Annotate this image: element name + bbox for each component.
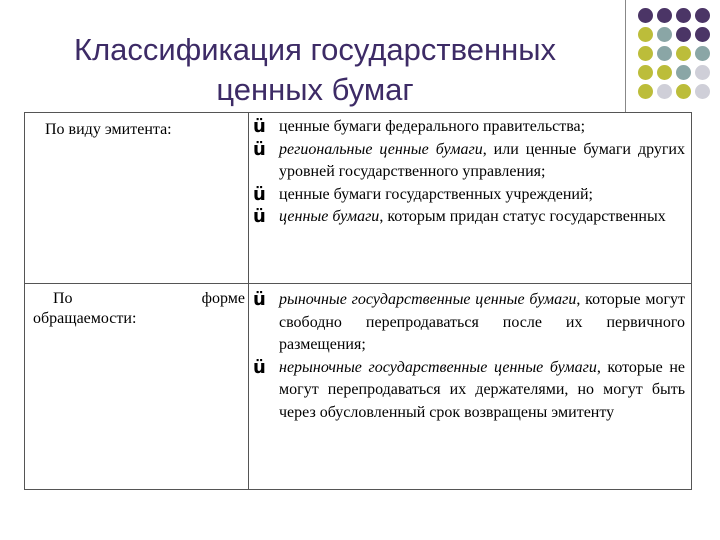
item-text: , которые могут свободно перепродаваться после их первичного размещения; [279,291,685,354]
checkmark-icon: ü [253,116,266,137]
decor-dot [638,46,653,61]
item-italic: нерыночные государственные ценные бумаги [279,358,597,376]
decor-vertical-line [625,0,626,112]
decor-dot [638,8,653,23]
row2-label-line2: обращаемости: [33,310,137,327]
item-text: , или ценные бумаги других уровней государственного управления; [279,140,685,181]
item-italic: региональные ценные бумаги [279,140,483,158]
decor-dot [695,46,710,61]
decor-dot [695,65,710,80]
decor-dot [657,46,672,61]
item-italic: ценные бумаги [279,208,380,226]
checkmark-icon: ü [253,183,266,205]
decor-dot [676,46,691,61]
list-item [253,206,685,229]
decor-dot [676,84,691,99]
list-item [253,116,685,139]
item-text: ценные бумаги государственных учреждений; [279,185,593,203]
decor-dot [657,27,672,42]
slide-title [30,30,600,110]
row2-label-word1: По [53,290,73,307]
decor-dot [638,65,653,80]
checkmark-icon: ü [253,289,266,310]
row2-label-word2: форме [201,290,245,307]
row1-label: По виду эмитента: [45,121,172,138]
decor-dot [676,27,691,42]
decor-dot [638,84,653,99]
list-item [253,289,685,357]
decor-dot [657,8,672,23]
decor-dot [695,8,710,23]
decor-dot [676,8,691,23]
item-text: ценные бумаги федерального правительства; [279,118,586,135]
decor-dot [657,65,672,80]
checkmark-icon: ü [253,138,266,160]
item-text: , которые не могут перепродаваться их держателями, но могут быть через обусловленный срок возвращены эмитенту [279,358,686,421]
decor-dot [695,27,710,42]
row2-label-line1 [33,289,245,309]
item-italic: рыночные государственные ценные бумаги [279,291,577,308]
decor-dot [676,65,691,80]
title-line-2: ценных бумаг [216,72,414,107]
list-item [253,184,685,207]
column-divider [248,113,249,489]
row2-items [253,289,685,425]
decor-dot [638,27,653,42]
checkmark-icon: ü [253,206,266,228]
decor-dot-grid [638,8,720,104]
classification-table [24,112,692,490]
decor-dot [657,84,672,99]
list-item [253,357,685,425]
row2-label [25,289,245,329]
item-text: , которым придан статус государственных [379,208,666,226]
checkmark-icon: ü [253,356,266,378]
row1-items [253,116,685,229]
decor-dot [695,84,710,99]
row-divider [25,283,691,284]
title-line-1: Классификация государственных [74,32,556,67]
list-item [253,139,685,184]
